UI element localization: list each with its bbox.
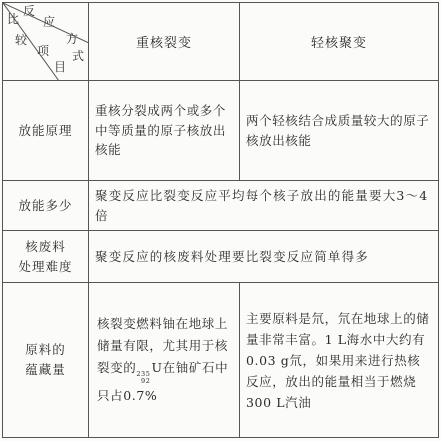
isotope-atomic-number: 92 [141,377,151,385]
fission-cell [89,283,240,438]
isotope-notation [136,371,150,385]
row-label [3,283,89,438]
merged-cell: 聚变反应的核废料处理要比裂变反应简单得多 [89,231,439,283]
fusion-cell: 主要原料是氘，氘在地球上的储量非常丰富。1 L海水中大约有0.03 g氘，如果用来进行热核反应，放出的能量相当于燃烧300 L汽油 [240,283,439,438]
diagonal-header-cell [3,3,89,81]
diag-char-4: 较 [15,33,28,47]
row-label [3,231,89,283]
diag-char-8: 目 [54,60,67,74]
table-row [3,283,439,438]
table-header-row [3,3,439,81]
fusion-cell: 两个轻核结合成质量较大的原子核放出核能 [240,81,439,181]
row-label: 放能多少 [3,181,89,231]
comparison-table [2,2,439,438]
fission-cell: 重核分裂成两个或多个中等质量的原子核放出核能 [89,81,240,181]
diag-char-3: 应 [43,15,56,29]
row-label: 放能原理 [3,81,89,181]
table-row [3,231,439,283]
row-label-line: 处理难度 [18,258,73,274]
row-label-line: 核废料 [25,238,66,254]
diag-char-7: 式 [72,49,85,63]
column-header-fission: 重核裂变 [89,3,240,81]
row-label-line: 蕴藏量 [25,362,66,377]
isotope-mass-number: 235 [136,370,151,378]
diag-char-1: 比 [7,12,20,26]
isotope-symbol: U [151,360,163,375]
table-row [3,81,439,181]
table-row [3,181,439,231]
diag-char-2: 反 [23,4,36,18]
fission-text-after: 在铀矿石中只占0.7% [97,360,229,403]
fission-text-before: 核裂变燃料铀在地球上储量有限，尤其用于核裂变的 [97,316,229,375]
merged-cell: 聚变反应比裂变反应平均每个核子放出的能量要大3～4倍 [89,181,439,231]
diag-char-6: 项 [37,44,50,58]
row-label-line: 原料的 [25,342,66,357]
column-header-fusion: 轻核聚变 [240,3,439,81]
diag-char-5: 方 [66,32,79,46]
